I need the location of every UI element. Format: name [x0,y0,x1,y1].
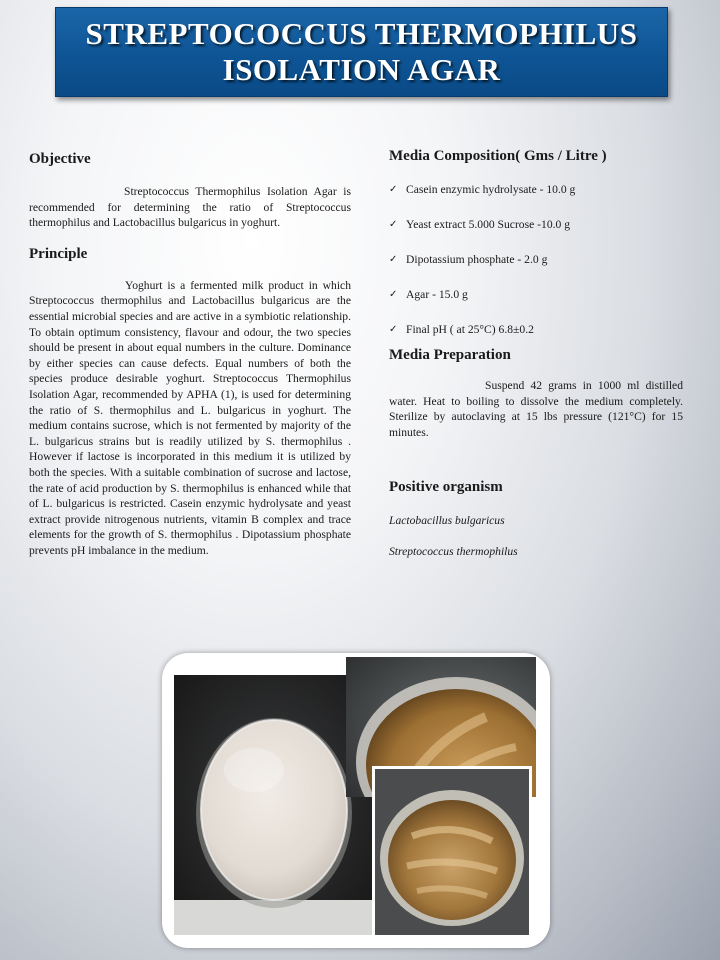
organism-2: Streptococcus thermophilus [389,545,518,559]
objective-text: Streptococcus Thermophilus Isolation Agar is recommended for determining the ratio of Streptococcus thermophilus and Lactobacillus bulgaricus in yoghurt. [29,185,351,230]
composition-item: ✓ Dipotassium phosphate - 2.0 g [389,253,548,266]
composition-list [389,183,683,358]
principle-text: Yoghurt is a fermented milk product in which Streptococcus thermophilus and Lactobacillus bulgaricus are the essential microbial species and are active in a symbiotic relationship. To obtain optimum consistency, flavour and odour, the two species should be present in about equal numbers in the culture. Dominance by either species can cause defects. Equal numbers of both the species produce desirable yoghurt. Streptococcus Thermophilus Isolation Agar, recommended by APHA (1), is used for determining the ratio of S. thermophilus and L. bulgaricus in yoghurt. The medium contains sucrose, which is not fermented by majority of the L. bulgaricus strains but is readily utilized by S. thermophilus . However if lactose is incorporated in this medium it is utilized by both the species. With a suitable combination of sucrose and lactose, the rate of acid production by S. thermophilus is enhanced while that of L. bulgaricus is restricted. Casein enzymic hydrolysate and yeast extract provide nitrogenous nutrients, vitamin B complex and trace elements for the growth of S. thermophilus . Dipotassium phosphate prevents pH imbalance in the medium. [29,278,351,557]
colony-plate-photo-bottom [372,766,532,938]
organism-1: Lactobacillus bulgaricus [389,514,505,528]
principle-heading: Principle [29,245,88,262]
composition-heading: Media Composition( Gms / Litre ) [389,148,607,164]
check-icon: ✓ [389,289,398,300]
left-column [29,151,351,558]
title-line-2: ISOLATION AGAR [222,52,501,87]
title-banner [55,7,668,97]
composition-item: ✓ Casein enzymic hydrolysate - 10.0 g [389,183,576,196]
positive-heading: Positive organism [389,479,503,496]
preparation-text: Suspend 42 grams in 1000 ml distilled water. Heat to boiling to dissolve the medium completely. Sterilize by autoclaving at 15 lbs pressure (121°C) for 15 minutes. [389,379,683,439]
right-column [389,148,683,558]
check-icon: ✓ [389,184,398,195]
agar-plate-photo [174,675,374,935]
preparation-heading: Media Preparation [389,347,511,363]
composition-item: ✓ Yeast extract 5.000 Sucrose -10.0 g [389,218,571,231]
composition-item: ✓ Final pH ( at 25°C) 6.8±0.2 [389,323,534,336]
photo-collage [162,653,550,948]
composition-item: ✓ Agar - 15.0 g [389,288,468,301]
check-icon: ✓ [389,219,398,230]
title-line-1: STREPTOCOCCUS THERMOPHILUS [85,16,638,51]
objective-heading: Objective [29,151,91,167]
check-icon: ✓ [389,254,398,265]
check-icon: ✓ [389,324,398,335]
